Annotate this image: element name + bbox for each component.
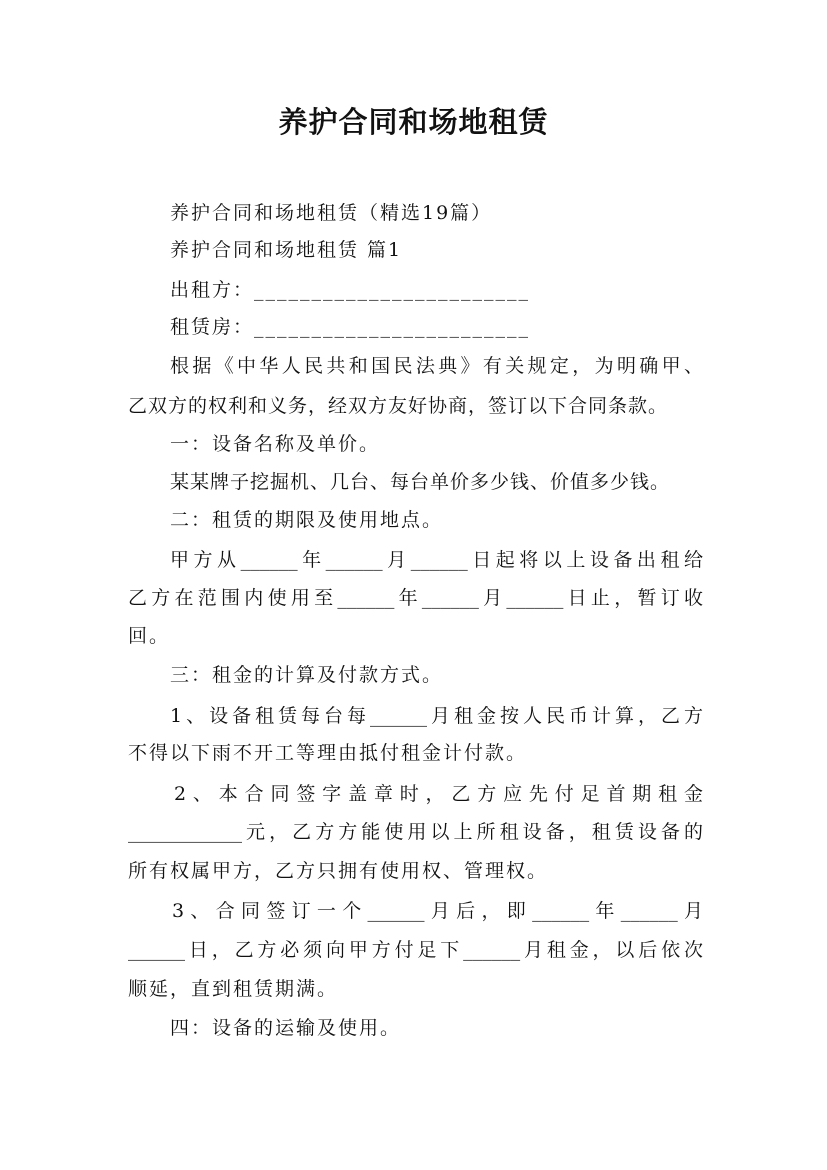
paragraph-line: 回。 — [128, 625, 171, 647]
paragraph-line: 1、设备租赁每台每______月租金按人民币计算，乙方 — [170, 705, 703, 727]
paragraph-line: 某某牌子挖掘机、几台、每台单价多少钱、价值多少钱。 — [170, 471, 671, 493]
paragraph-line: ____________元，乙方方能使用以上所租设备，租赁设备的 — [128, 821, 703, 843]
clause-heading: 二：租赁的期限及使用地点。 — [170, 509, 444, 531]
clause-heading: 一：设备名称及单价。 — [170, 433, 381, 455]
paragraph-line: 甲方从______年______月______日起将以上设备出租给 — [170, 549, 703, 571]
paragraph-line: 根据《中华人民共和国民法典》有关规定，为明确甲、 — [170, 355, 703, 377]
paragraph-line: 顺延，直到租赁期满。 — [128, 978, 339, 1000]
paragraph-line: ______日，乙方必须向甲方付足下______月租金，以后依次 — [128, 939, 703, 961]
paragraph-line: 乙双方的权利和义务，经双方友好协商，签订以下合同条款。 — [128, 395, 669, 417]
subtitle-line: 养护合同和场地租赁（精选19篇） — [170, 202, 493, 224]
paragraph-line: 3、合同签订一个______月后，即______年______月 — [172, 900, 703, 922]
clause-heading: 四：设备的运输及使用。 — [170, 1017, 402, 1039]
paragraph-line: 乙方在范围内使用至______年______月______日止，暂订收 — [128, 587, 703, 609]
section-heading: 养护合同和场地租赁 篇1 — [170, 239, 403, 261]
lessor-field: 出租方：________________________ — [170, 279, 531, 301]
paragraph-line: 不得以下雨不开工等理由抵付租金计付款。 — [128, 742, 528, 764]
paragraph-line: 2、本合同签字盖章时，乙方应先付足首期租金 — [174, 783, 703, 805]
paragraph-line: 所有权属甲方，乙方只拥有使用权、管理权。 — [128, 860, 549, 882]
lessee-field: 租赁房：________________________ — [170, 316, 531, 338]
document-title: 养护合同和场地租赁 — [278, 105, 549, 139]
clause-heading: 三：租金的计算及付款方式。 — [170, 664, 444, 686]
